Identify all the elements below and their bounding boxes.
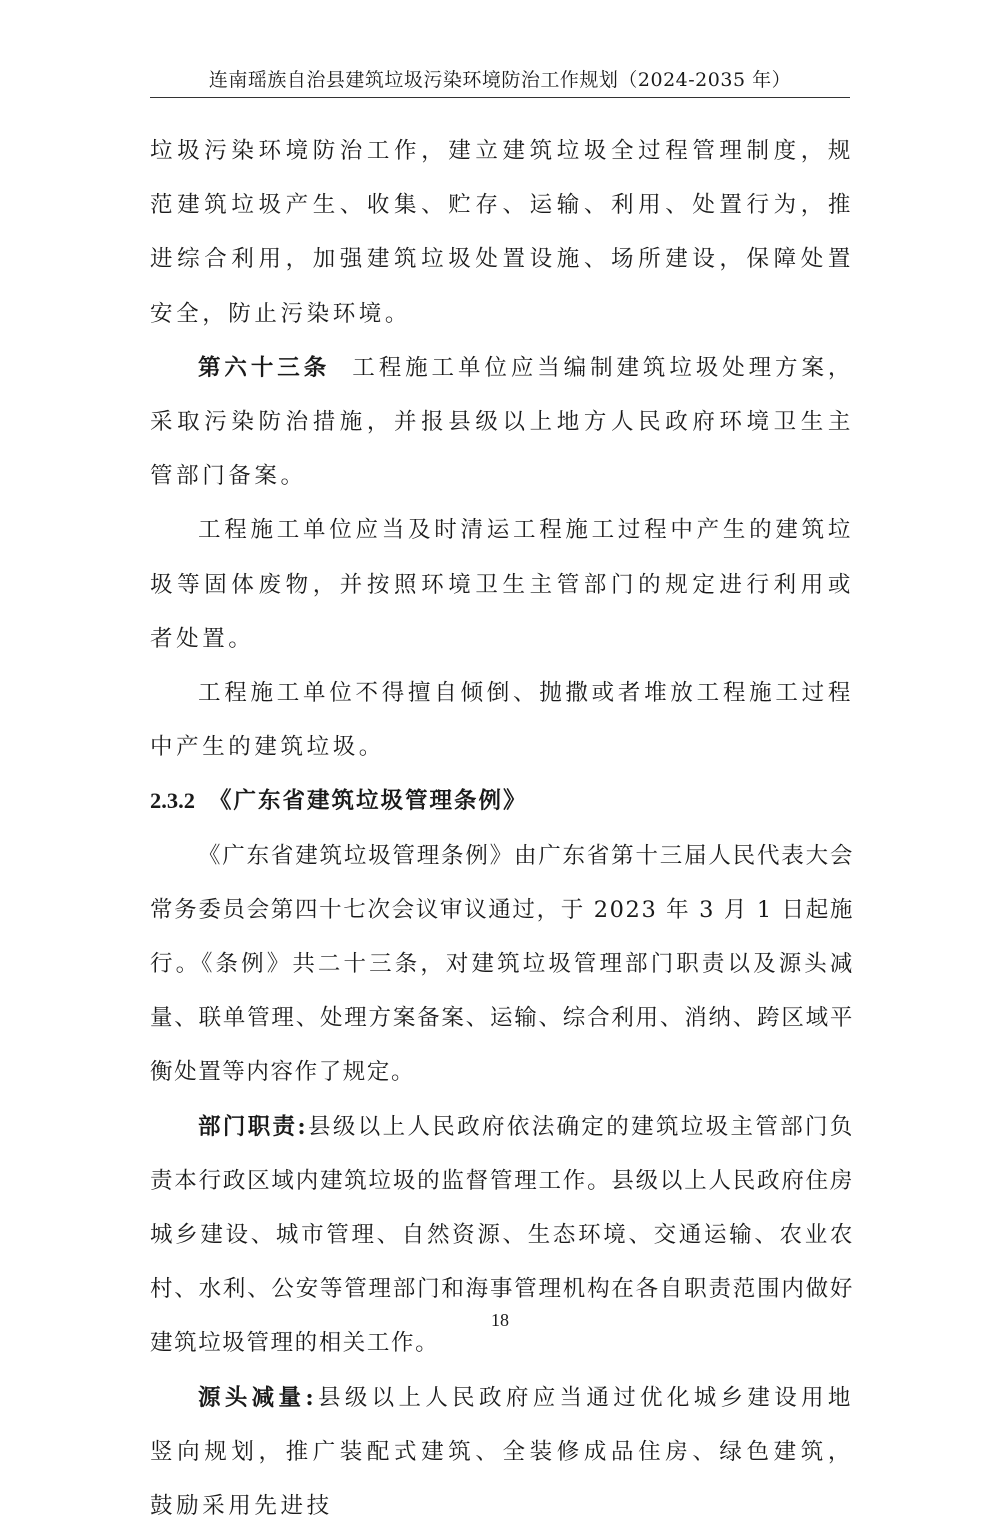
- reduction-text: 县级以上人民政府应当通过优化城乡建设用地竖向规划，推广装配式建筑、全装修成品住房、绿色建筑，鼓励采用先进技: [150, 1384, 854, 1520]
- article-label: 第六十三条: [198, 354, 331, 381]
- paragraph-article-63: [150, 341, 854, 504]
- section-number: 2.3.2: [150, 788, 195, 814]
- duties-text: 县级以上人民政府依法确定的建筑垃圾主管部门负责本行政区域内建筑垃圾的监督管理工作。县级以上人民政府住房城乡建设、城市管理、自然资源、生态环境、交通运输、农业农村、水利、公安等管理部门和海事管理机构在各自职责范围内做好建筑垃圾管理的相关工作。: [150, 1113, 855, 1357]
- section-heading: [150, 774, 854, 828]
- paragraph-source-reduction: [150, 1371, 854, 1533]
- header-divider: [150, 97, 850, 98]
- page-number: 18: [491, 1310, 509, 1330]
- paragraph-regulation-intro: 《广东省建筑垃圾管理条例》由广东省第十三届人民代表大会常务委员会第四十七次会议审议通过，于 2023 年 3 月 1 日起施行。《条例》共二十三条，对建筑垃圾管理部门职责以及源头减量、联单管理、处理方案备案、运输、综合利用、消纳、跨区域平衡处置等内容作了规定。: [150, 842, 854, 1086]
- page-header-title: 连南瑶族自治县建筑垃圾污染环境防治工作规划（2024-2035 年）: [208, 69, 792, 91]
- section-title: 《广东省建筑垃圾管理条例》: [209, 788, 528, 815]
- duties-label: 部门职责:: [198, 1113, 308, 1140]
- article-spacer: [330, 355, 352, 381]
- reduction-label: 源头减量:: [198, 1384, 318, 1411]
- article-text: 工程施工单位应当编制建筑垃圾处理方案，采取污染防治措施，并报县级以上地方人民政府环境卫生主管部门备案。: [150, 354, 854, 490]
- paragraph-cleanup-duty: 工程施工单位应当及时清运工程施工过程中产生的建筑垃圾等固体废物，并按照环境卫生主管部门的规定进行利用或者处置。: [150, 517, 854, 652]
- paragraph-continuation: 垃圾污染环境防治工作，建立建筑垃圾全过程管理制度，规范建筑垃圾产生、收集、贮存、运输、利用、处置行为，推进综合利用，加强建筑垃圾处置设施、场所建设，保障处置安全，防止污染环境。: [150, 138, 854, 327]
- paragraph-dumping-prohibition: 工程施工单位不得擅自倾倒、抛撒或者堆放工程施工过程中产生的建筑垃圾。: [150, 680, 854, 761]
